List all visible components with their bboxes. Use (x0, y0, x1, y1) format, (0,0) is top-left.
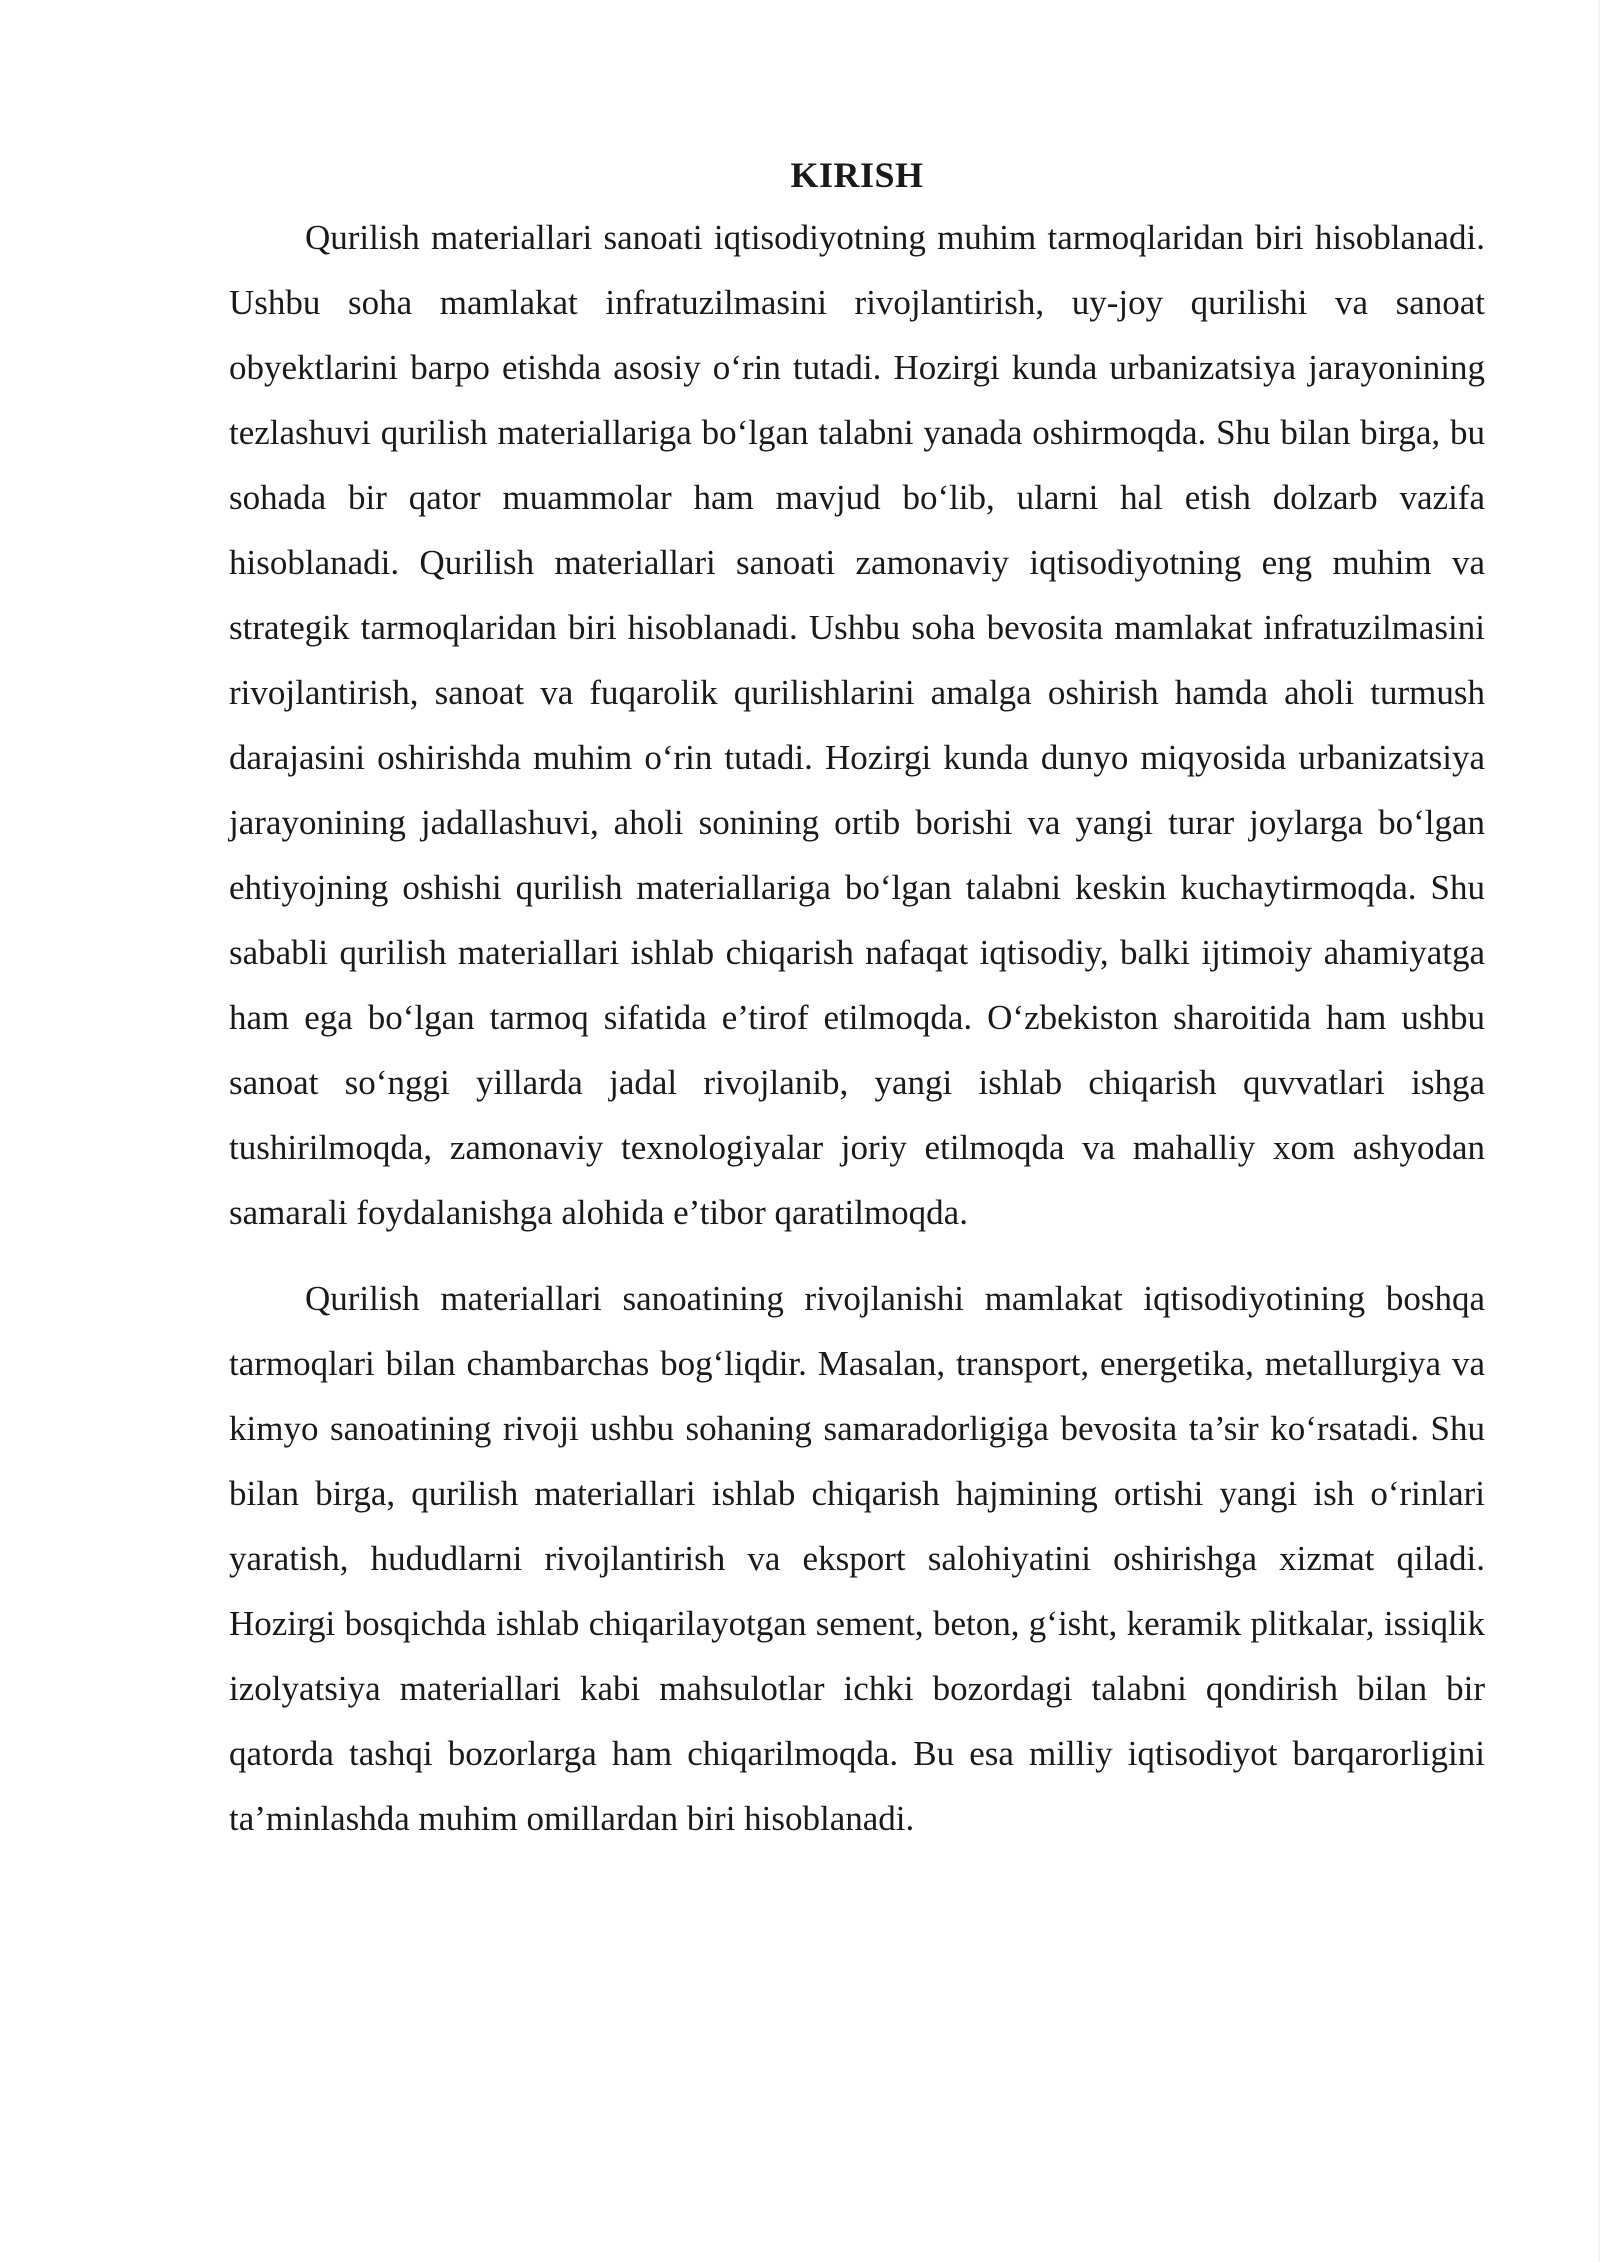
page-title: KIRISH (790, 155, 924, 195)
paragraph-2: Qurilish materiallari sanoatining rivojlanishi mamlakat iqtisodiyotining boshqa tarmoqlari bilan chambarchas bog‘liqdir. Masalan, transport, energetika, metallurgiya va kimyo sanoatining rivoji ushbu sohaning samaradorligiga bevosita ta’sir ko‘rsatadi. Shu bilan birga, qurilish materiallari ishlab chiqarish hajmining ortishi yangi ish o‘rinlari yaratish, hududlarni rivojlantirish va eksport salohiyatini oshirishga xizmat qiladi. Hozirgi bosqichda ishlab chiqarilayotgan sement, beton, g‘isht, keramik plitkalar, issiqlik izolyatsiya materiallari kabi mahsulotlar ichki bozordagi talabni qondirish bilan bir qatorda tashqi bozorlarga ham chiqarilmoqda. Bu esa milliy iqtisodiyot barqarorligini ta’minlashda muhim omillardan biri hisoblanadi. (229, 1279, 1485, 1838)
document-body (229, 145, 1485, 1851)
paragraph-1: Qurilish materiallari sanoati iqtisodiyotning muhim tarmoqlaridan biri hisoblanadi. Ushbu soha mamlakat infratuzilmasini rivojlantirish, uy-joy qurilishi va sanoat obyektlarini barpo etishda asosiy o‘rin tutadi. Hozirgi kunda urbanizatsiya jarayonining tezlashuvi qurilish materiallariga bo‘lgan talabni yanada oshirmoqda. Shu bilan birga, bu sohada bir qator muammolar ham mavjud bo‘lib, ularni hal etish dolzarb vazifa hisoblanadi. Qurilish materiallari sanoati zamonaviy iqtisodiyotning eng muhim va strategik tarmoqlaridan biri hisoblanadi. Ushbu soha bevosita mamlakat infratuzilmasini rivojlantirish, sanoat va fuqarolik qurilishlarini amalga oshirish hamda aholi turmush darajasini oshirishda muhim o‘rin tutadi. Hozirgi kunda dunyo miqyosida urbanizatsiya jarayonining jadallashuvi, aholi sonining ortib borishi va yangi turar joylarga bo‘lgan ehtiyojning oshishi qurilish materiallariga bo‘lgan talabni keskin kuchaytirmoqda. Shu sababli qurilish materiallari ishlab chiqarish nafaqat iqtisodiy, balki ijtimoiy ahamiyatga ham ega bo‘lgan tarmoq sifatida e’tirof etilmoqda. O‘zbekiston sharoitida ham ushbu sanoat so‘nggi yillarda jadal rivojlanib, yangi ishlab chiqarish quvvatlari ishga tushirilmoqda, zamonaviy texnologiyalar joriy etilmoqda va mahalliy xom ashyodan samarali foydalanishga alohida e’tibor qaratilmoqda. (229, 218, 1485, 1232)
